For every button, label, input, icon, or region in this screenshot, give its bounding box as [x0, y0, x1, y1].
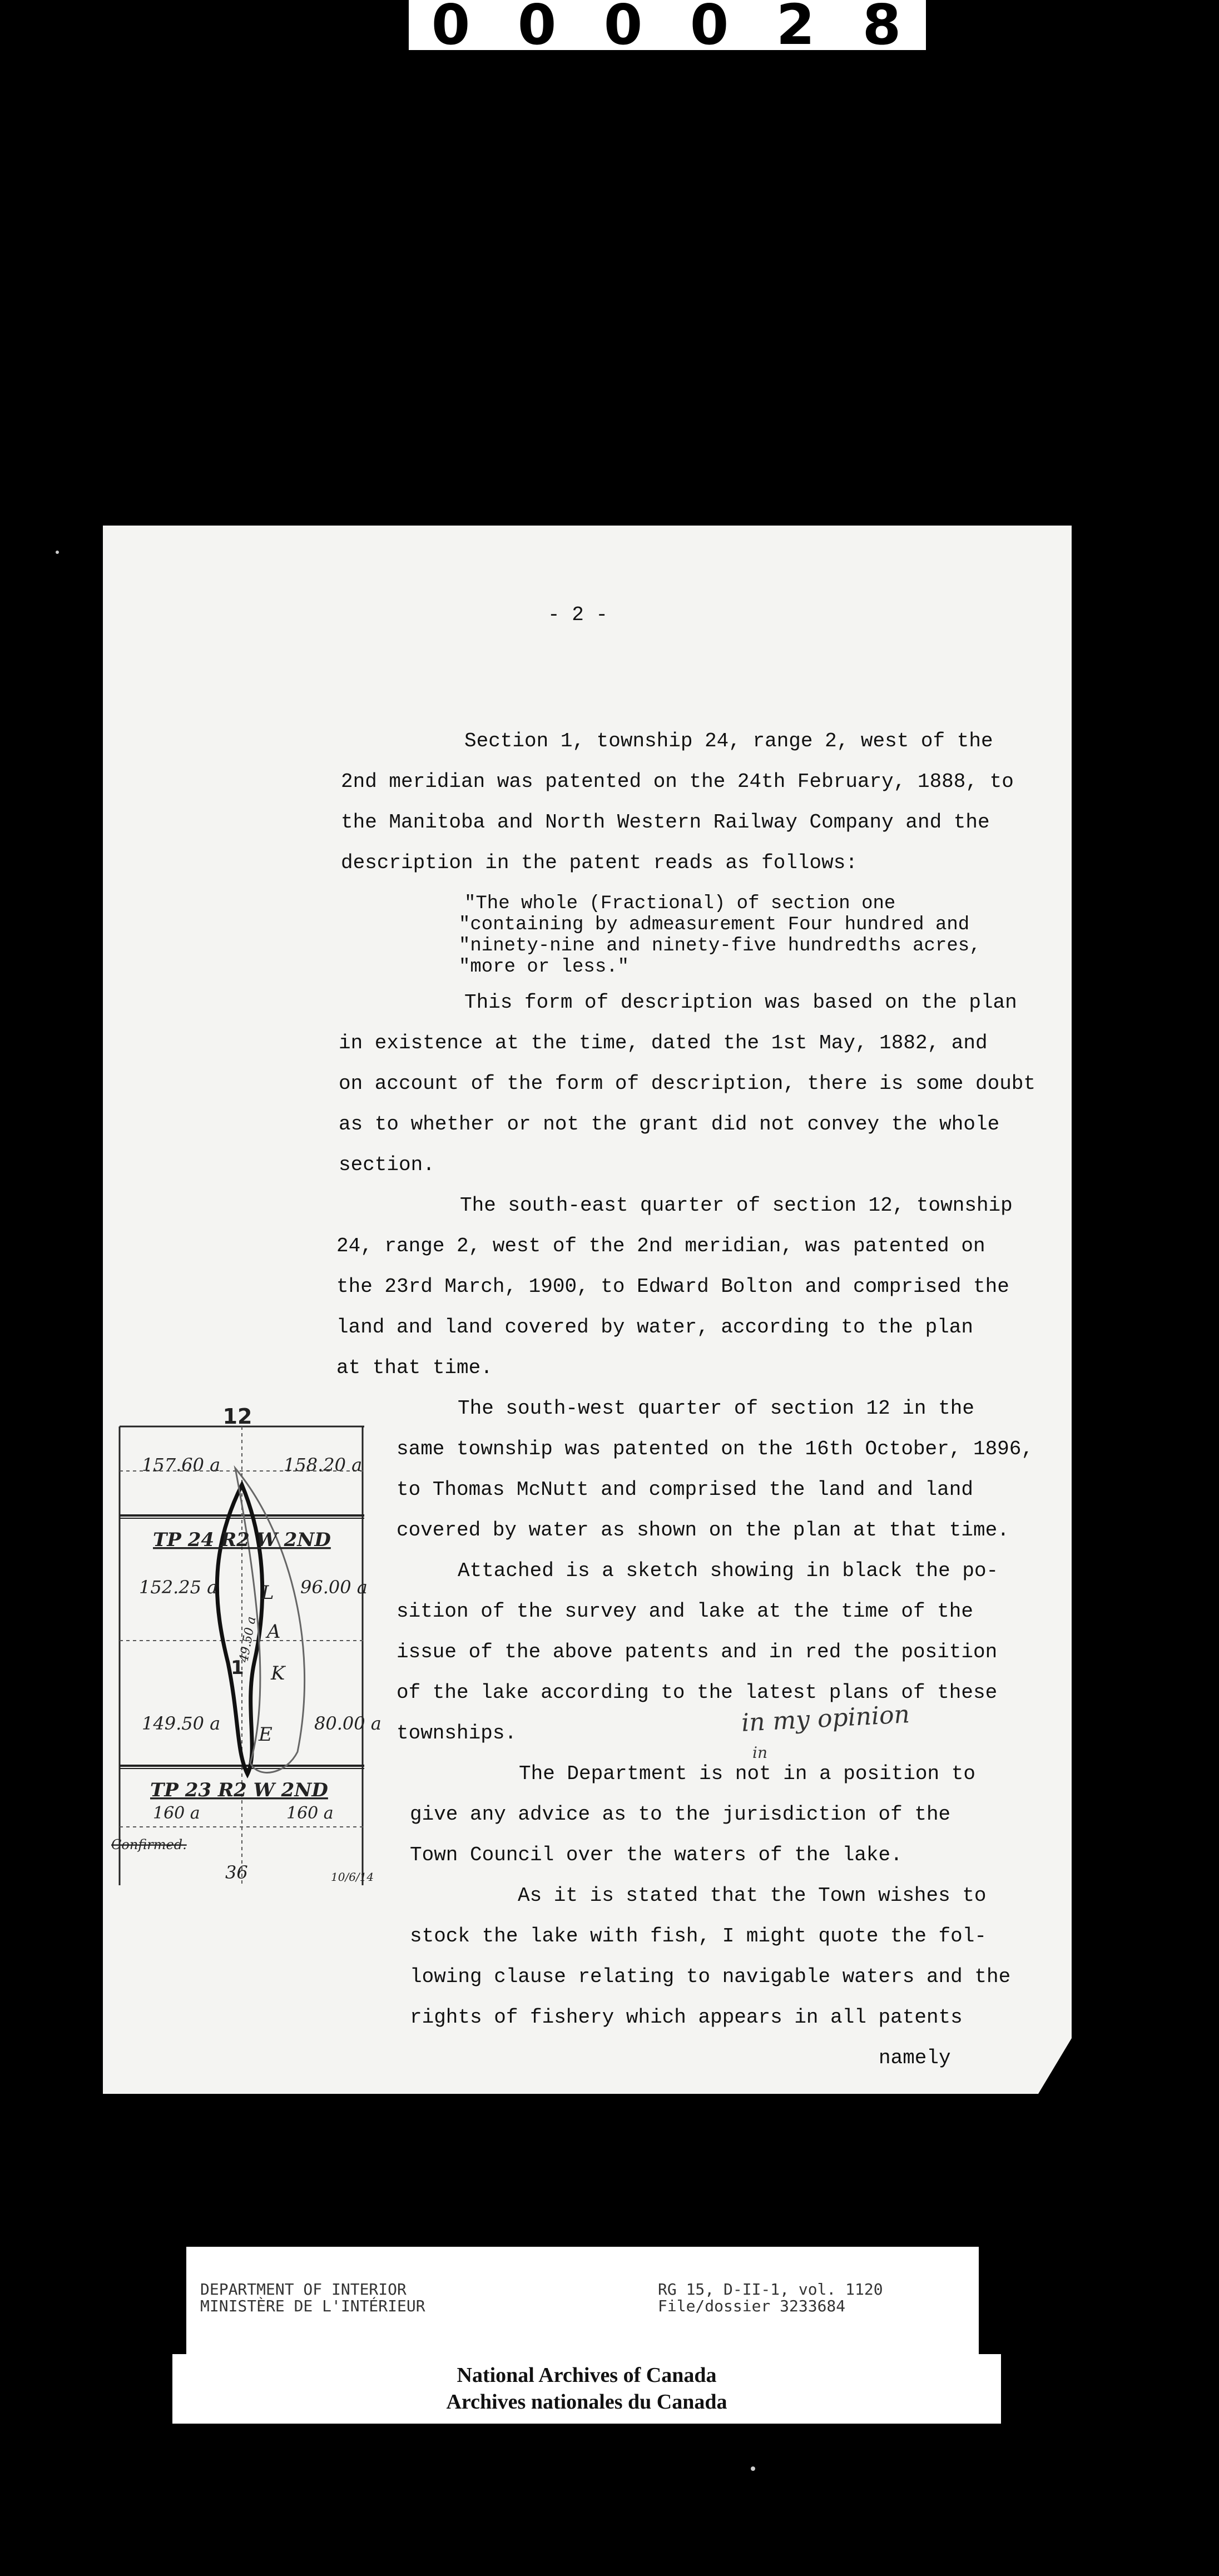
typed-letter-page — [103, 526, 1072, 2094]
text-line: rights of fishery which appears in all patents — [410, 2006, 963, 2029]
acreage-label: 49.50 a — [237, 1615, 259, 1664]
acreage-label: 160 a — [286, 1804, 334, 1823]
acreage-label: 96.00 a — [300, 1577, 368, 1598]
archives-name-en: National Archives of Canada — [457, 2364, 717, 2387]
text-line: land and land covered by water, according to the plan — [336, 1316, 973, 1339]
acreage-label: 160 a — [153, 1804, 200, 1823]
file-ref: File/dossier 3233684 — [658, 2297, 846, 2315]
confirmed-stamp: Confirmed. — [111, 1837, 187, 1852]
date-note: 10/6/14 — [331, 1870, 374, 1884]
text-line: This form of description was based on the plan — [464, 991, 1017, 1014]
frame-digit: 0 — [517, 0, 559, 57]
text-line: same township was patented on the 16th October, 1896, — [397, 1438, 1033, 1460]
frame-digit: 0 — [431, 0, 473, 57]
acreage-label: 152.25 a — [139, 1577, 218, 1598]
torn-corner — [1038, 2038, 1072, 2094]
acreage-label: 149.50 a — [142, 1713, 221, 1734]
section-number: 12 — [222, 1404, 252, 1429]
section-number: 36 — [225, 1862, 248, 1883]
text-line: in existence at the time, dated the 1st May, 1882, and — [339, 1032, 988, 1054]
quote-line: "more or less." — [459, 957, 630, 978]
page-number: - 2 - — [548, 603, 608, 626]
speck — [56, 551, 59, 554]
record-group-ref: RG 15, D-II-1, vol. 1120 — [658, 2280, 883, 2298]
text-line: stock the lake with fish, I might quote the fol- — [410, 1925, 987, 1948]
text-line: section. — [339, 1153, 435, 1176]
text-line: issue of the above patents and in red the position — [397, 1641, 998, 1663]
acreage-label: 157.60 a — [142, 1454, 221, 1475]
catchword: namely — [879, 2047, 951, 2069]
frame-digit: 0 — [603, 0, 645, 57]
text-line: Section 1, township 24, range 2, west of the — [464, 730, 993, 752]
text-line: on account of the form of description, there is some doubt — [339, 1072, 1036, 1095]
text-line: As it is stated that the Town wishes to — [518, 1884, 987, 1907]
text-line: lowing clause relating to navigable waters and the — [410, 1965, 1011, 1988]
quote-line: "containing by admeasurement Four hundred and — [459, 914, 970, 935]
lake-letter: K — [271, 1662, 285, 1685]
text-line: description in the patent reads as follows: — [341, 851, 858, 874]
text-line: The Department is not in a position to — [519, 1762, 975, 1785]
township-header: TP 24 R2 W 2ND — [153, 1529, 331, 1551]
text-line: The south-east quarter of section 12, township — [460, 1194, 1013, 1217]
quote-line: "The whole (Fractional) of section one — [464, 893, 896, 914]
lake-letter: E — [259, 1723, 272, 1746]
archives-name-fr: Archives nationales du Canada — [446, 2390, 727, 2414]
handwritten-margin-note: in my opinion — [740, 1700, 911, 1737]
frame-digit: 8 — [862, 0, 904, 57]
frame-digit: 2 — [776, 0, 817, 57]
text-line: the 23rd March, 1900, to Edward Bolton and comprised the — [336, 1275, 1009, 1298]
text-line: the Manitoba and North Western Railway Company and the — [341, 811, 990, 834]
lake-letter: A — [267, 1621, 281, 1643]
acreage-label: 80.00 a — [314, 1713, 381, 1734]
lake-letter: L — [261, 1582, 274, 1604]
township-sketch — [108, 1404, 381, 1885]
text-line: townships. — [397, 1722, 517, 1745]
archive-reference-label — [186, 2247, 979, 2358]
text-line: give any advice as to the jurisdiction of the — [410, 1803, 951, 1826]
text-line: Attached is a sketch showing in black the po- — [458, 1559, 999, 1582]
township-header: TP 23 R2 W 2ND — [150, 1779, 328, 1801]
text-line: 2nd meridian was patented on the 24th February, 1888, to — [341, 770, 1014, 793]
speck — [751, 2466, 755, 2471]
frame-digit: 0 — [690, 0, 731, 57]
text-line: The south-west quarter of section 12 in the — [458, 1397, 974, 1420]
acreage-label: 158.20 a — [284, 1454, 363, 1475]
text-line: 24, range 2, west of the 2nd meridian, was patented on — [336, 1235, 985, 1257]
text-line: to Thomas McNutt and comprised the land and land — [397, 1478, 973, 1501]
text-line: covered by water as shown on the plan at that time. — [397, 1519, 1009, 1542]
frame-number-strip — [409, 0, 926, 57]
department-fr: MINISTÈRE DE L'INTÉRIEUR — [200, 2297, 425, 2315]
text-line: Town Council over the waters of the lake. — [410, 1844, 903, 1866]
quote-line: "ninety-nine and ninety-five hundredths acres, — [459, 935, 981, 957]
text-line: as to whether or not the grant did not convey the whole — [339, 1113, 1000, 1136]
text-line: sition of the survey and lake at the time of the — [397, 1600, 973, 1623]
department-en: DEPARTMENT OF INTERIOR — [200, 2280, 407, 2298]
handwritten-insert: in — [752, 1743, 767, 1762]
section-number: 1 — [231, 1657, 244, 1679]
text-line: at that time. — [336, 1356, 493, 1379]
archives-name-label — [172, 2354, 1001, 2424]
text-line: of the lake according to the latest plans of these — [397, 1681, 998, 1704]
